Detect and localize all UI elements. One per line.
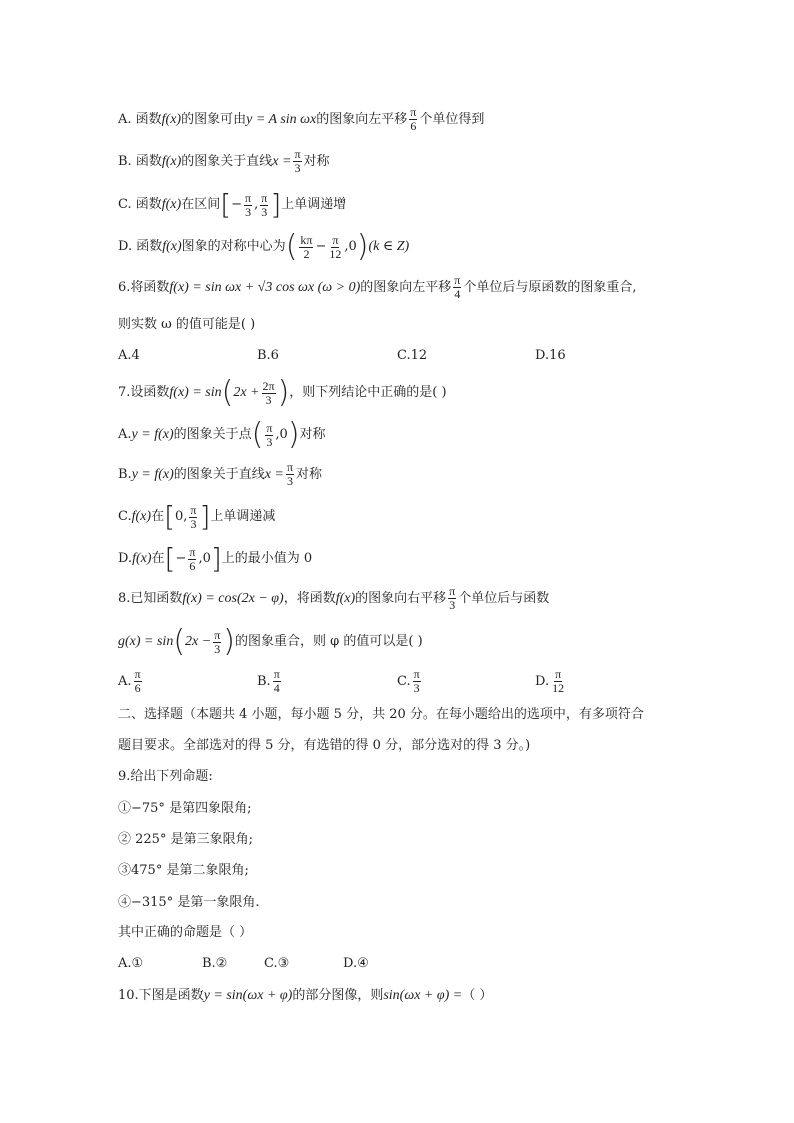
q7-option-a [118,417,326,452]
q7-c-close: ] [199,500,211,533]
q7-b-post: 对称 [296,466,323,482]
q9-ask: 其中正确的命题是（ ） [118,925,253,940]
q8-g-expr: g(x) = sin [118,634,174,649]
q8-pre: 8.已知函数 [118,590,183,606]
q5-c-sep: , [254,197,259,212]
q5-d-minus: − [315,239,327,254]
q8-option-c[interactable]: C. $\frac{\pi}{3}$ [397,667,420,695]
q7-c-frac: $\frac{\pi}{3}$ [190,502,197,531]
q5-option-b [118,148,330,175]
q9-option-d[interactable]: D.④ [343,956,369,971]
q7-c-post: 上单调递减 [210,509,276,524]
q8-stem-line2 [118,624,423,659]
q7-pre: 7.设函数 [118,385,170,400]
q6-mid: 的图象向左平移 [360,279,452,295]
q5-c-close: ] [270,188,282,221]
q5-a-expr: y = A sin ωx [246,111,317,127]
q8-open: ( [173,624,186,659]
q5-c-frac1: $\frac{\pi}{3}$ [245,190,252,219]
q8-fx: f(x) [335,590,356,606]
q8-mid: ，将函数 [283,590,336,606]
q5-option-d [118,229,410,264]
q5-option-a [118,106,484,133]
q7-frac: $\frac{2\pi}{3}$ [262,378,275,407]
q6-option-a[interactable]: A.4 [118,348,140,363]
q9-item-2: ② 225° 是第三象限角; [118,832,253,847]
q5-c-pre: C. 函数 [118,197,162,212]
q10-expr2: sin(ωx + φ) = [383,988,463,1003]
q5-d-pre: D. 函数 [118,239,163,254]
q5-d-mid: 图象的对称中心为 [181,239,286,254]
q7-a-expr: y = f(x) [131,427,174,442]
q7-d-open: [ [164,542,176,575]
q7-c-expr: f(x) [131,509,152,524]
q8-stem-line1 [118,585,549,612]
q7-a-open: ( [251,417,264,452]
q7-b-pre: B. [118,466,132,482]
q9-item-4: ④−315° 是第一象限角. [118,895,260,910]
q7-c-pre: C. [118,509,132,524]
q7-open: ( [221,375,234,410]
q8-option-d[interactable]: D. $\frac{\pi}{12}$ [535,667,565,695]
q5-a-frac: $\frac{\pi}{6}$ [410,105,417,133]
q5-a-fx: f(x) [161,111,182,127]
q7-post: ，则下列结论中正确的是( ) [289,385,447,400]
q5-d-tail: ,0 [344,239,357,254]
q9-item-1: ①−75° 是第四象限角; [118,801,252,816]
q9-option-c[interactable]: C.③ [264,956,290,971]
q5-b-fx: f(x) [161,153,182,169]
q7-d-expr: f(x) [132,551,152,566]
section2-heading-line1: 二、选择题（本题共 4 小题，每小题 5 分，共 20 分。在每小题给出的选项中，有多项符合 [118,707,644,722]
q8-mid2: 的图象向右平移 [355,590,447,606]
q5-b-pre: B. 函数 [118,153,162,169]
section2-heading-line2: 题目要求。全部选对的得 5 分，有选错的得 0 分，部分选对的得 3 分。) [118,738,531,753]
q5-c-post: 上单调递增 [281,197,347,212]
q5-c-open: [ [220,188,232,221]
q8-post: 个单位后与函数 [458,590,550,606]
q8-close: ) [223,624,235,659]
q5-d-post: (k ∈ Z) [368,239,410,254]
q5-d-frac1: $\frac{k\pi}{2}$ [300,232,313,261]
q5-c-frac2: $\frac{\pi}{3}$ [261,190,268,219]
q8-option-b[interactable]: B. $\frac{\pi}{4}$ [257,667,280,695]
q7-c-open: [ [164,500,176,533]
q5-b-frac: $\frac{\pi}{3}$ [294,147,301,175]
q7-option-d [118,544,312,574]
q5-d-fx: f(x) [162,239,182,254]
q7-c-head: 0, [175,509,188,524]
q5-c-fx: f(x) [161,197,182,212]
q5-c-neg: − [231,197,243,212]
q7-inner: 2x + [233,385,260,400]
q7-b-expr: y = f(x) [131,466,174,482]
q5-d-open: ( [285,229,298,264]
q8-expr: f(x) = cos(2x − φ) [182,590,284,606]
q9-stem: 9.给出下列命题: [118,769,213,784]
q7-b-mid: 的图象关于直线 [173,466,265,482]
q7-d-neg: − [175,551,187,566]
q7-close: ) [277,375,290,410]
q7-c-mid: 在 [151,509,165,524]
q10-expr: y = sin(ωx + φ) [203,988,293,1003]
q7-a-frac: $\frac{\pi}{3}$ [266,420,273,449]
q9-option-a[interactable]: A.① [118,956,144,971]
q7-b-frac: $\frac{\pi}{3}$ [286,460,294,488]
q10-stem [118,986,492,1006]
q7-a-pre: A. [118,427,132,442]
q7-expr: f(x) = sin [169,385,222,400]
q6-option-b[interactable]: B.6 [257,348,279,363]
q8-frac: $\frac{\pi}{3}$ [449,584,456,612]
q9-option-b[interactable]: B.② [202,956,228,971]
q5-a-mid: 的图象可由 [181,111,247,127]
q7-a-mid: 的图象关于点 [173,427,252,442]
q10-pre: 10.下图是函数 [118,988,204,1003]
q6-option-d[interactable]: D.16 [535,348,566,363]
q7-a-close: ) [287,417,300,452]
q8-inner: 2x − [185,634,212,649]
q7-d-pre: D. [118,551,133,566]
q7-d-close: ] [210,542,222,575]
q5-a-post: 个单位得到 [419,111,485,127]
q5-b-post: 对称 [303,153,330,169]
q7-d-tail: ,0 [198,551,211,566]
q5-a-mid2: 的图象向左平移 [316,111,408,127]
q5-c-mid: 在区间 [181,197,221,212]
q5-b-mid: 的图象关于直线 [181,153,273,169]
q7-option-c [118,502,275,532]
q7-option-b [118,461,322,488]
q7-a-post: 对称 [299,427,326,442]
q8-line2-post: 的图象重合，则 φ 的值可以是( ) [235,634,423,649]
q9-item-3: ③475° 是第二象限角; [118,863,249,878]
q10-post: （ ） [462,988,493,1003]
q6-pre: 6.将函数 [118,279,170,295]
q5-option-c [118,190,346,220]
q8-option-a[interactable]: A. $\frac{\pi}{6}$ [118,667,141,695]
q6-stem-line1 [118,274,636,301]
q6-stem-line2: 则实数 ω 的值可能是( ) [118,317,256,332]
q7-stem [118,375,447,410]
q6-expr: f(x) = sin ωx + √3 cos ωx (ω > 0) [169,279,361,295]
q10-mid: 的部分图像，则 [292,988,384,1003]
q7-d-frac: $\frac{\pi}{6}$ [189,544,196,573]
q7-d-post: 上的最小值为 0 [221,551,313,566]
q6-option-c[interactable]: C.12 [397,348,428,363]
q6-frac: $\frac{\pi}{4}$ [454,273,461,301]
q7-d-mid: 在 [151,551,165,566]
q8-frac2: $\frac{\pi}{3}$ [214,627,221,656]
q6-post: 个单位后与原函数的图象重合, [463,279,637,295]
q7-a-tail: ,0 [275,427,288,442]
q7-b-expr2: x = [264,466,284,482]
q5-d-close: ) [356,229,369,264]
q5-b-expr: x = [272,153,292,169]
q5-d-frac2: $\frac{\pi}{12}$ [329,232,342,261]
q5-a-pre: A. 函数 [118,111,162,127]
